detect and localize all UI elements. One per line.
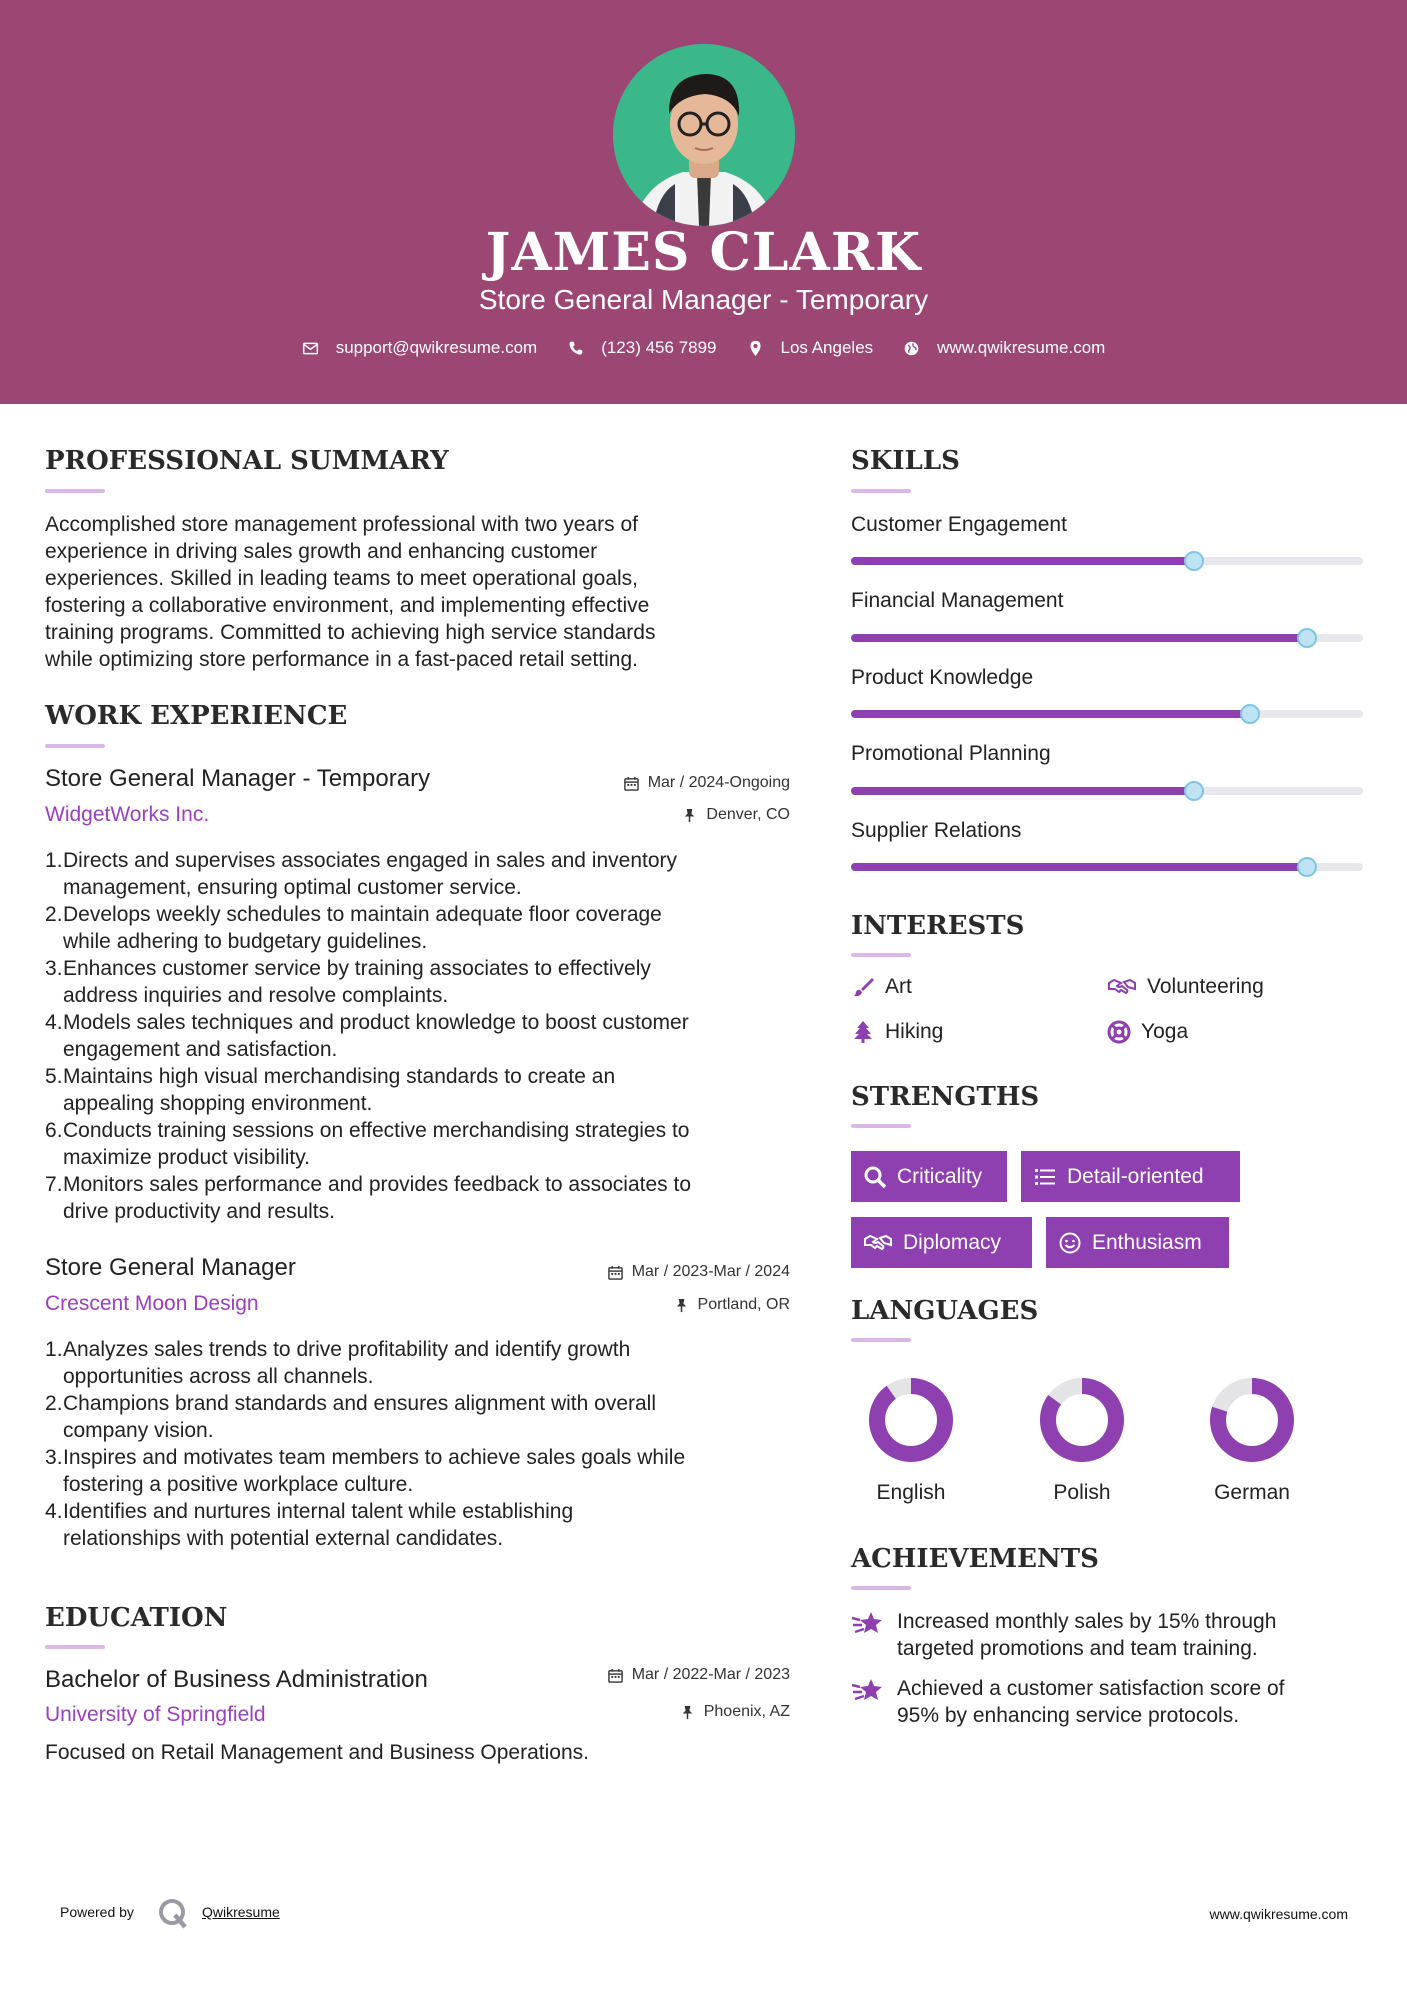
footer-website[interactable]: www.qwikresume.com: [1209, 1906, 1348, 1922]
candidate-name: JAMES CLARK: [485, 222, 922, 283]
duty-item: Analyzes sales trends to drive profitability and identify growth opportunities across all channels.: [63, 1338, 631, 1388]
duty-item: Maintains high visual merchandising standards to create an appealing shopping environment.: [63, 1065, 616, 1115]
skill-bar-knob: [1184, 551, 1204, 571]
duty-item: Models sales techniques and product knowledge to boost customer engagement and satisfaction.: [63, 1011, 689, 1061]
skill-bar: [851, 863, 1363, 871]
summary-line: experiences. Skilled in leading teams to meet operational goals,: [45, 567, 639, 590]
skill-bar-fill: [851, 710, 1250, 718]
skill-bar-fill: [851, 787, 1194, 795]
achievement-line: targeted promotions and team training.: [897, 1637, 1258, 1660]
education-note: Focused on Retail Management and Business Operations.: [45, 1741, 589, 1764]
duty-item: Inspires and motivates team members to achieve sales goals while fostering a positive workplace culture.: [63, 1446, 686, 1496]
strengths-rule: [851, 1124, 911, 1128]
job-title: Store General Manager - Temporary: [45, 765, 431, 792]
job-location: [682, 806, 790, 824]
skill-bar-fill: [851, 863, 1307, 871]
job-duties-list: [45, 847, 795, 1225]
interest-item: [1107, 1020, 1188, 1044]
duty-item: Champions brand standards and ensures alignment with overall company vision.: [63, 1392, 657, 1442]
achievement-line: Achieved a customer satisfaction score of: [897, 1677, 1285, 1700]
language-donut: [1039, 1377, 1125, 1463]
achievement-item: [851, 1608, 1276, 1662]
smile-icon: [1058, 1231, 1082, 1255]
job-duties-list: [45, 1336, 795, 1552]
interests-rule: [851, 953, 911, 957]
skill-bar-knob: [1297, 857, 1317, 877]
achievements-heading: ACHIEVEMENTS: [851, 1544, 1099, 1574]
interest-item: [851, 1020, 943, 1044]
summary-line: training programs. Committed to achieving high service standards: [45, 621, 656, 644]
contact-email[interactable]: [302, 338, 538, 358]
qwikresume-logo-icon[interactable]: [157, 1897, 189, 1929]
skill-label: Financial Management: [851, 589, 1064, 612]
shooting-star-icon: [851, 1675, 885, 1705]
contact-phone[interactable]: [567, 338, 716, 358]
summary-line: while optimizing store performance in a fast-paced retail setting.: [45, 648, 638, 671]
skill-label: Promotional Planning: [851, 742, 1051, 765]
shooting-star-icon: [851, 1608, 885, 1638]
paint-brush-icon: [851, 975, 875, 999]
duty-item: Enhances customer service by training associates to effectively address inquiries and resolve complaints.: [63, 957, 651, 1007]
job-location: [674, 1296, 790, 1314]
strength-chip: [1021, 1151, 1240, 1202]
languages-heading: LANGUAGES: [851, 1296, 1039, 1326]
education-dates: [608, 1666, 790, 1684]
company-name: Crescent Moon Design: [45, 1292, 259, 1315]
degree-title: Bachelor of Business Administration: [45, 1666, 428, 1693]
skill-bar-fill: [851, 634, 1307, 642]
skill-bar: [851, 787, 1363, 795]
handshake-icon: [863, 1231, 893, 1255]
contact-email-text: support@qwikresume.com: [335, 338, 538, 357]
skill-bar: [851, 710, 1363, 718]
phone-icon: [567, 340, 584, 357]
skill-label: Product Knowledge: [851, 666, 1034, 689]
contact-website[interactable]: [903, 338, 1105, 358]
skill-bar: [851, 557, 1363, 565]
duty-item: Identifies and nurtures internal talent while establishing relationships with potential external candidates.: [63, 1500, 574, 1550]
interest-label: Hiking: [885, 1020, 944, 1043]
interest-item: [851, 975, 912, 999]
language-label: English: [876, 1481, 946, 1504]
job-dates: [624, 774, 790, 792]
strength-label: Diplomacy: [903, 1230, 1002, 1254]
interest-label: Volunteering: [1147, 975, 1264, 998]
company-name: WidgetWorks Inc.: [45, 803, 210, 826]
contact-bar: [0, 338, 1407, 358]
profile-photo: [613, 44, 795, 226]
calendar-icon: [608, 1265, 623, 1280]
qwikresume-link[interactable]: Qwikresume: [202, 1904, 280, 1920]
job-location-text: Portland, OR: [697, 1296, 790, 1313]
education-heading: EDUCATION: [45, 1603, 228, 1633]
interest-label: Art: [885, 975, 912, 998]
summary-line: fostering a collaborative environment, and implementing effective: [45, 594, 650, 617]
job-location-text: Denver, CO: [706, 806, 790, 823]
language-label: German: [1214, 1481, 1290, 1504]
education-dates-text: Mar / 2022-Mar / 2023: [631, 1666, 790, 1683]
duty-item: Directs and supervises associates engaged in sales and inventory management, ensuring optimal customer service.: [63, 849, 678, 899]
job-dates-text: Mar / 2023-Mar / 2024: [631, 1263, 790, 1280]
summary-text: [45, 511, 805, 673]
strengths-heading: STRENGTHS: [851, 1082, 1040, 1112]
resume-header: [0, 0, 1407, 404]
skill-bar: [851, 634, 1363, 642]
language-donut: [1209, 1377, 1295, 1463]
search-icon: [863, 1165, 887, 1189]
interest-item: [1107, 975, 1264, 999]
achievements-rule: [851, 1586, 911, 1590]
summary-line: Accomplished store management professional with two years of: [45, 513, 638, 536]
skill-bar-knob: [1240, 704, 1260, 724]
list-icon: [1033, 1165, 1057, 1189]
summary-heading: PROFESSIONAL SUMMARY: [45, 446, 449, 476]
interest-label: Yoga: [1141, 1020, 1189, 1043]
map-pin-icon: [747, 340, 764, 357]
strength-chip: [851, 1151, 1007, 1202]
achievement-item: [851, 1675, 1285, 1729]
skill-bar-knob: [1297, 628, 1317, 648]
pushpin-icon: [682, 808, 697, 823]
calendar-icon: [624, 776, 639, 791]
summary-rule: [45, 489, 105, 493]
contact-location: [747, 338, 874, 358]
achievement-line: 95% by enhancing service protocols.: [897, 1704, 1240, 1727]
education-rule: [45, 1645, 105, 1649]
handshake-icon: [1107, 975, 1137, 999]
language-donut: [868, 1377, 954, 1463]
globe-icon: [903, 340, 920, 357]
language-donut-arc: [877, 1386, 945, 1454]
duty-item: Conducts training sessions on effective merchandising strategies to maximize product visibility.: [63, 1119, 690, 1169]
skill-label: Supplier Relations: [851, 819, 1022, 842]
strength-chip: [851, 1217, 1032, 1268]
pushpin-icon: [674, 1298, 689, 1313]
job-dates-text: Mar / 2024-Ongoing: [647, 774, 790, 791]
strength-label: Criticality: [897, 1164, 983, 1188]
life-ring-icon: [1107, 1020, 1131, 1044]
summary-line: experience in driving sales growth and enhancing customer: [45, 540, 598, 563]
powered-by-text: Powered by: [60, 1904, 134, 1920]
candidate-title: Store General Manager - Temporary: [478, 284, 929, 315]
pushpin-icon: [680, 1705, 695, 1720]
languages-rule: [851, 1338, 911, 1342]
strength-chip: [1046, 1217, 1229, 1268]
job-title: Store General Manager: [45, 1254, 296, 1281]
interests-heading: INTERESTS: [851, 911, 1025, 941]
experience-rule: [45, 744, 105, 748]
language-label: Polish: [1053, 1481, 1111, 1504]
duty-item: Develops weekly schedules to maintain adequate floor coverage while adhering to budgetary guidelines.: [63, 903, 662, 953]
contact-location-text: Los Angeles: [780, 338, 874, 357]
school-name: University of Springfield: [45, 1703, 266, 1726]
tree-icon: [851, 1020, 875, 1044]
skill-bar-fill: [851, 557, 1194, 565]
job-dates: [608, 1263, 790, 1281]
achievement-line: Increased monthly sales by 15% through: [897, 1610, 1277, 1633]
skill-bar-knob: [1184, 781, 1204, 801]
education-location: [680, 1703, 790, 1721]
calendar-icon: [608, 1668, 623, 1683]
contact-website-text: www.qwikresume.com: [937, 338, 1106, 357]
duty-item: Monitors sales performance and provides feedback to associates to drive productivity and results.: [63, 1173, 692, 1223]
experience-heading: WORK EXPERIENCE: [45, 701, 348, 731]
skills-rule: [851, 489, 911, 493]
skills-heading: SKILLS: [851, 446, 960, 476]
contact-phone-text: (123) 456 7899: [601, 338, 717, 357]
strength-label: Detail-oriented: [1067, 1164, 1204, 1188]
education-location-text: Phoenix, AZ: [703, 1703, 790, 1720]
envelope-icon: [302, 340, 319, 357]
skill-label: Customer Engagement: [851, 513, 1067, 536]
strength-label: Enthusiasm: [1092, 1230, 1202, 1254]
